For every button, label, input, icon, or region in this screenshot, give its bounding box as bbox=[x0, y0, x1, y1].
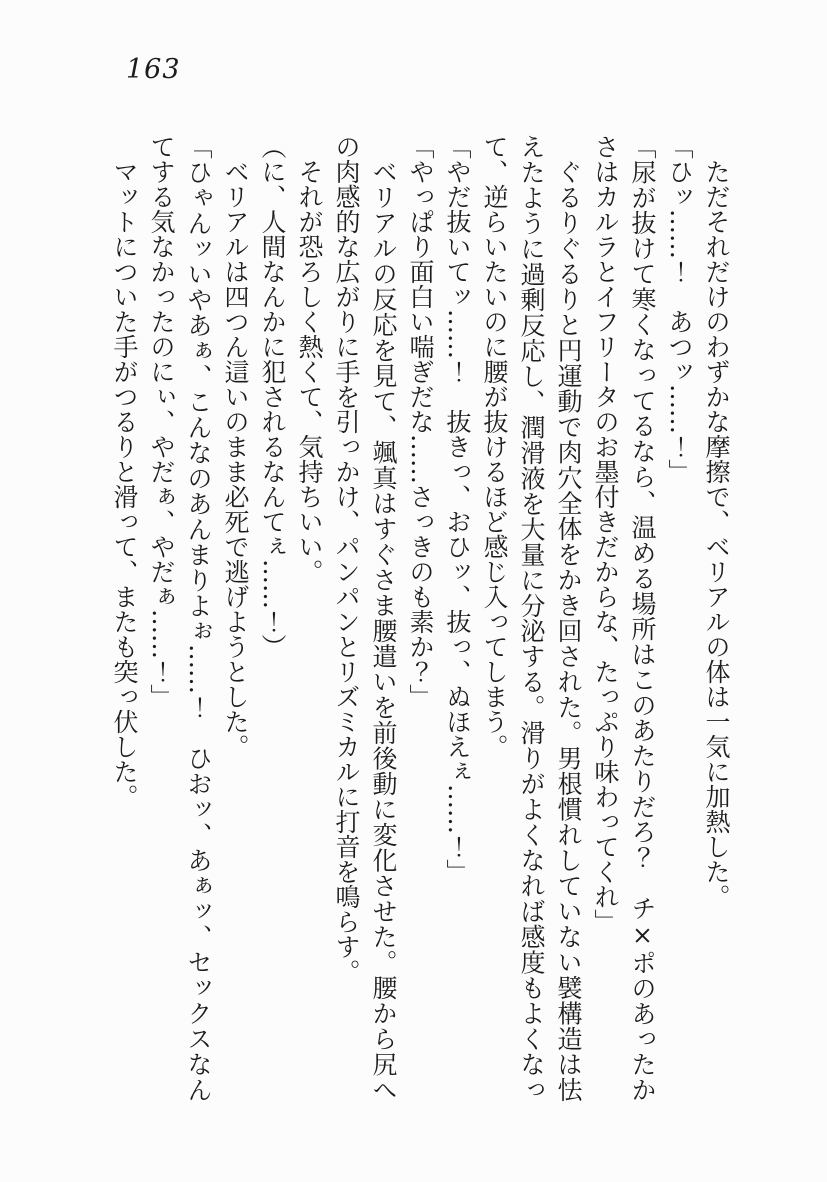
narration-paragraph: マットについた手がつるりと滑って、またも突っ伏した。 bbox=[110, 159, 139, 809]
narration-paragraph: ベリアルの反応を見て、颯真はすぐさま腰遣いを前後動に変化させた。腰から尻への肉感的な広がりに手を引っかけ、パンパンとリズミカルに打音を鳴らす。 bbox=[332, 134, 398, 1102]
page-number: 163 bbox=[126, 54, 181, 85]
dialogue-paragraph: 「やだ抜いてッ……！ 抜きっ、おひッ、抜っ、ぬほえぇ……！」 bbox=[443, 134, 472, 884]
thought-paragraph: （に、人間なんかに犯されるなんてぇ……！） bbox=[258, 134, 287, 659]
dialogue-paragraph: 「ひッ……！ あつッ……！」 bbox=[665, 134, 694, 484]
narration-paragraph: ただそれだけのわずかな摩擦で、ベリアルの体は一気に加熱した。 bbox=[702, 159, 731, 909]
narration-paragraph: それが恐ろしく熱くて、気持ちいい。 bbox=[295, 159, 324, 584]
dialogue-paragraph: 「やっぱり面白い喘ぎだな……さっきのも素か？」 bbox=[406, 134, 435, 709]
dialogue-paragraph: 「尿が抜けて寒くなってるなら、温める場所はこのあたりだろ？ チ×ポのあったかさはカルラとイフリータのお墨付きだからな、たっぷり味わってくれ」 bbox=[591, 134, 657, 1102]
dialogue-paragraph: 「ひゃんッいやあぁ、こんなのあんまりよぉ……！ ひおッ、あぁッ、セックスなんてする気なかったのにぃ、やだぁ、やだぁ……！」 bbox=[147, 134, 213, 1102]
narration-paragraph: ベリアルは四つん這いのまま必死で逃げようとした。 bbox=[221, 159, 250, 759]
narration-paragraph: ぐるりぐるりと円運動で肉穴全体をかき回された。男根慣れしていない襞構造は怯えたように過剰反応し、潤滑液を大量に分泌する。滑りがよくなれば感度もよくなって、逆らいたいのに腰が抜けるほど感じ入ってしまう。 bbox=[480, 134, 583, 1102]
page-text bbox=[106, 134, 735, 1102]
